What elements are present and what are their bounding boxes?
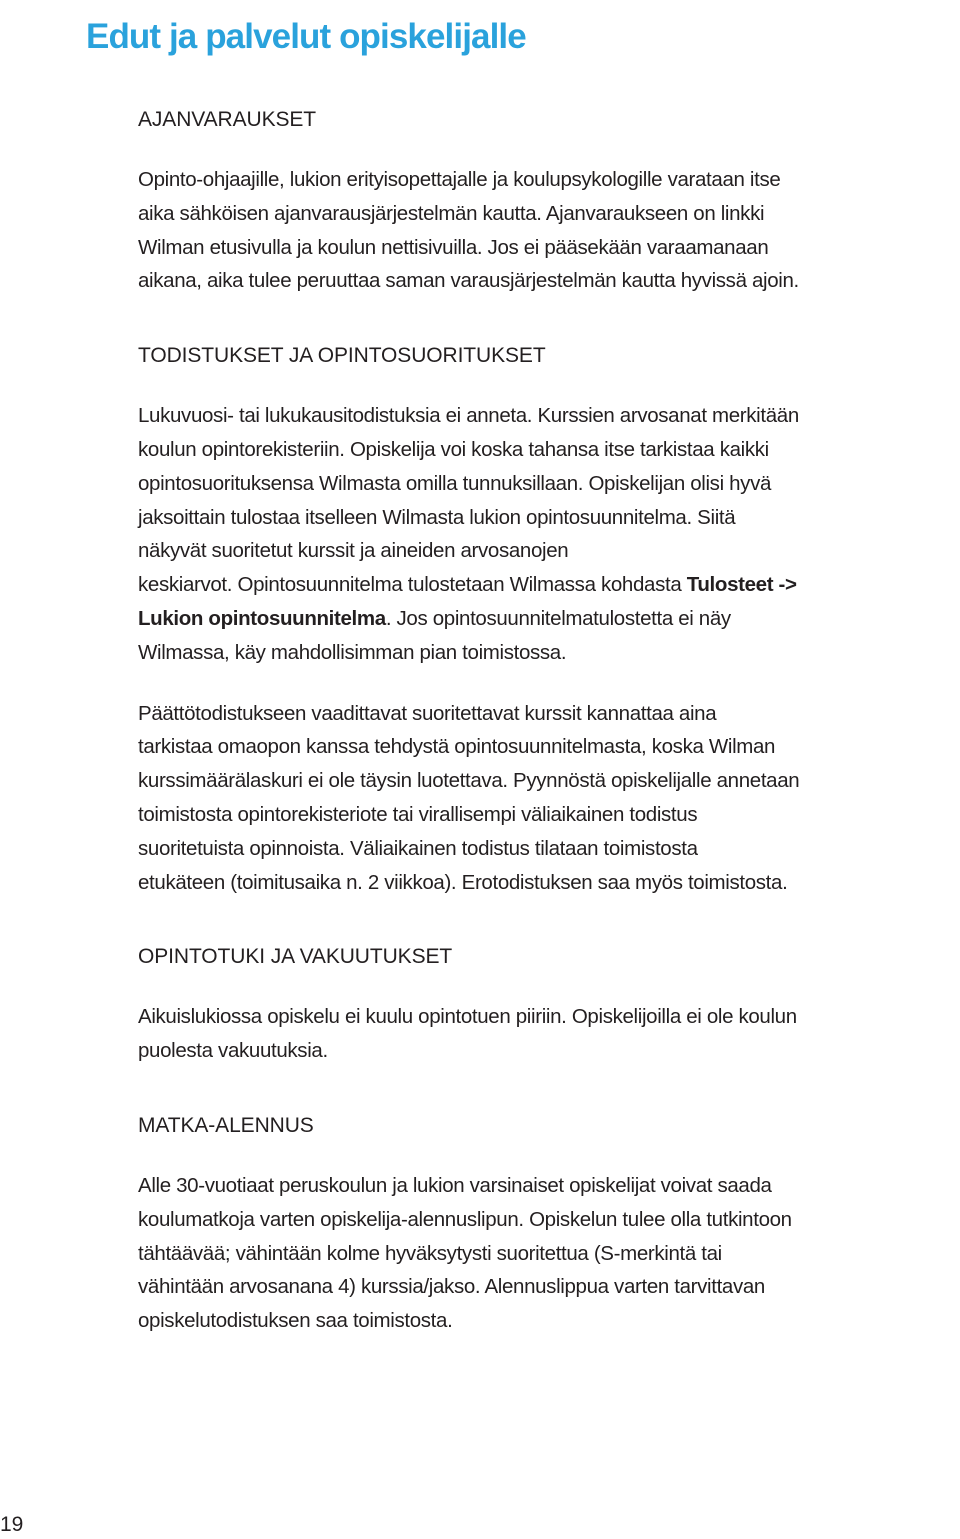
text-line: koulun opintorekisteriin. Opiskelija voi koska tahansa itse tarkistaa kaikki: [138, 437, 769, 461]
text-line: tarkistaa omaopon kanssa tehdystä opintosuunnitelmasta, koska Wilman: [138, 735, 776, 759]
text-line: [138, 568, 946, 602]
text-line: jaksoittain tulostaa itselleen Wilmasta lukion opintosuunnitelma. Siitä: [138, 505, 736, 529]
text-run: keskiarvot. Opintosuunnitelma tulostetaan Wilmassa kohdasta: [138, 573, 687, 597]
text-line: opintosuorituksensa Wilmasta omilla tunnuksillaan. Opiskelijan olisi hyvä: [138, 471, 772, 495]
text-line: opiskelutodistuksen saa toimistosta.: [138, 1309, 453, 1333]
menu-path-lukion-opintosuunnitelma: Lukion opintosuunnitelma: [138, 606, 386, 630]
text-line: Päättötodistukseen vaadittavat suoritettavat kurssit kannattaa aina: [138, 701, 717, 725]
text-line: toimistosta opintorekisteriote tai virallisempi väliaikainen todistus: [138, 802, 698, 826]
text-run: . Jos opintosuunnitelmatulostetta ei näy: [385, 606, 731, 630]
text-line: puolesta vakuutuksia.: [138, 1039, 328, 1063]
text-line: aikana, aika tulee peruuttaa saman varausjärjestelmän kautta hyvissä ajoin.: [138, 269, 799, 293]
section-heading: OPINTOTUKI JA VAKUUTUKSET: [138, 945, 453, 969]
paragraph: [138, 1000, 946, 1068]
section-heading: AJANVARAUKSET: [138, 108, 317, 131]
text-line: Aikuislukiossa opiskelu ei kuulu opintotuen piiriin. Opiskelijoilla ei ole koulun: [138, 1005, 797, 1029]
text-line: vähintään arvosanana 4) kurssia/jakso. Alennuslippua varten tarvittavan: [138, 1275, 765, 1299]
text-line: näkyvät suoritetut kurssit ja aineiden arvosanojen: [138, 539, 569, 563]
text-line: koulumatkoja varten opiskelija-alennuslipun. Opiskelun tulee olla tutkintoon: [138, 1207, 792, 1231]
menu-path-tulosteet: Tulosteet ->: [686, 573, 797, 597]
text-line: Wilmassa, käy mahdollisimman pian toimistossa.: [138, 640, 567, 664]
paragraph: [138, 163, 946, 298]
text-line: kurssimäärälaskuri ei ole täysin luotettava. Pyynnöstä opiskelijalle annetaan: [138, 769, 800, 793]
text-line: etukäteen (toimitusaika n. 2 viikkoa). Erotodistuksen saa myös toimistosta.: [138, 870, 788, 894]
text-line: Alle 30-vuotiaat peruskoulun ja lukion varsinaiset opiskelijat voivat saada: [138, 1173, 772, 1197]
text-line: Wilman etusivulla ja koulun nettisivuilla. Jos ei pääsekään varaamanaan: [138, 235, 769, 259]
section-ajanvaraukset: [138, 103, 946, 298]
paragraph: [138, 399, 946, 669]
text-line: aika sähköisen ajanvarausjärjestelmän kautta. Ajanvaraukseen on linkki: [138, 201, 765, 225]
section-todistukset: [138, 339, 946, 899]
text-line: [138, 602, 946, 636]
section-matka-alennus: [138, 1109, 946, 1338]
section-heading: MATKA-ALENNUS: [138, 1113, 314, 1137]
paragraph: [138, 697, 946, 900]
page-content: [138, 103, 946, 1338]
text-line: Lukuvuosi- tai lukukausitodistuksia ei anneta. Kurssien arvosanat merkitään: [138, 404, 799, 428]
paragraph: [138, 1169, 946, 1338]
section-heading: TODISTUKSET JA OPINTOSUORITUKSET: [138, 344, 546, 368]
section-opintotuki: [138, 940, 946, 1068]
text-line: suoritetuista opinnoista. Väliaikainen todistus tilataan toimistosta: [138, 836, 698, 860]
text-line: Opinto-ohjaajille, lukion erityisopettajalle ja koulupsykologille varataan itse: [138, 168, 781, 191]
page-number: 19: [0, 1513, 24, 1536]
text-line: tähtäävää; vähintään kolme hyväksytysti suoritettua (S-merkintä tai: [138, 1241, 722, 1265]
page-title: Edut ja palvelut opiskelijalle: [86, 17, 526, 56]
